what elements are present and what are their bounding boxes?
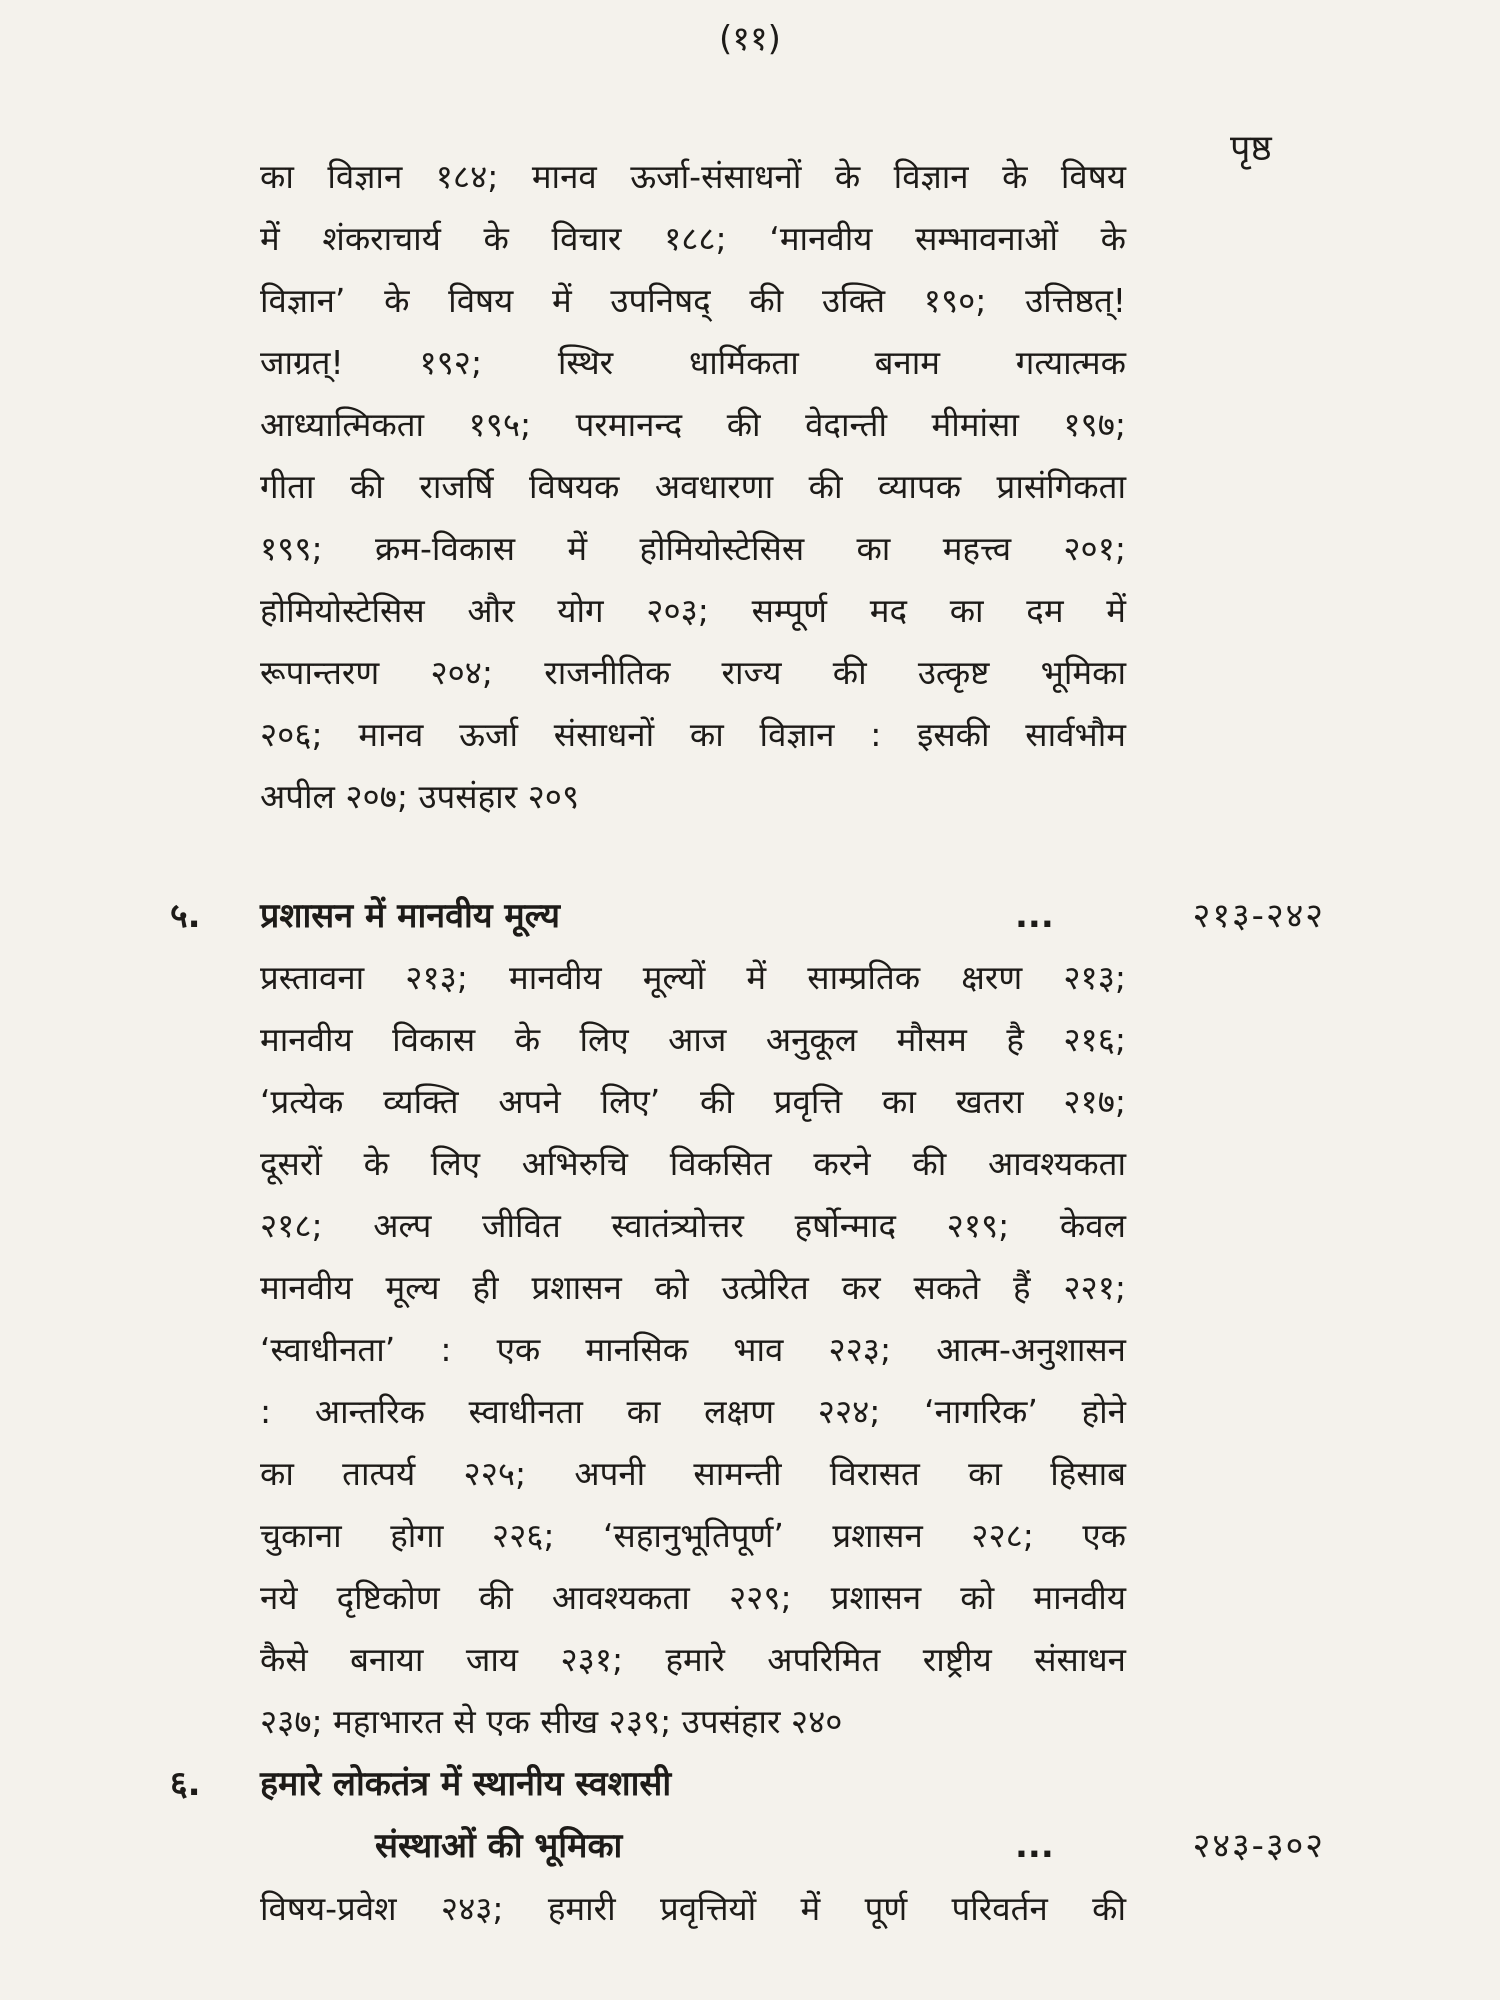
page-column-label: पृष्ठ [1230,128,1272,169]
text-line: विज्ञान’ के विषय में उपनिषद् की उक्ति १९०; उत्तिष्ठत्! [260,281,1126,320]
text-line: : आन्तरिक स्वाधीनता का लक्षण २२४; ‘नागरिक’ होने [260,1392,1126,1431]
text-line: प्रस्तावना २१३; मानवीय मूल्यों में साम्प्रतिक क्षरण २१३; [260,958,1126,997]
text-line: १९९; क्रम-विकास में होमियोस्टेसिस का महत्त्व २०१; [260,529,1126,568]
text-line: होमियोस्टेसिस और योग २०३; सम्पूर्ण मद का दम में [260,591,1126,630]
text-line: आध्यात्मिकता १९५; परमानन्द की वेदान्ती मीमांसा १९७; [260,405,1126,444]
chapter-5-contents [260,947,1126,1753]
text-line: २१८; अल्प जीवित स्वातंत्र्योत्तर हर्षोन्माद २१९; केवल [260,1206,1126,1245]
text-line: ‘प्रत्येक व्यक्ति अपने लिए’ की प्रवृत्ति का खतरा २१७; [260,1082,1126,1121]
text-line: २०६; मानव ऊर्जा संसाधनों का विज्ञान : इसकी सार्वभौम [260,715,1126,754]
chapter-title: हमारे लोकतंत्र में स्थानीय स्वशासी [260,1764,672,1804]
text-line: चुकाना होगा २२६; ‘सहानुभूतिपूर्ण’ प्रशासन २२८; एक [260,1516,1126,1555]
text-line: कैसे बनाया जाय २३१; हमारे अपरिमित राष्ट्रीय संसाधन [260,1640,1126,1679]
text-line: गीता की राजर्षि विषयक अवधारणा की व्यापक प्रासंगिकता [260,467,1126,506]
continued-entry-text [260,146,1126,828]
text-line: २३७; महाभारत से एक सीख २३९; उपसंहार २४० [260,1702,843,1741]
text-line: में शंकराचार्य के विचार १८८; ‘मानवीय सम्भावनाओं के [260,219,1126,258]
text-line: का तात्पर्य २२५; अपनी सामन्ती विरासत का हिसाब [260,1454,1126,1493]
text-line: अपील २०७; उपसंहार २०९ [260,777,580,816]
page-range: २४३-३०२ [1192,1826,1325,1866]
chapter-title-continued: संस्थाओं की भूमिका [375,1826,623,1866]
chapter-title: प्रशासन में मानवीय मूल्य [260,896,560,936]
text-line: मानवीय विकास के लिए आज अनुकूल मौसम है २१६; [260,1020,1126,1059]
page-number: (११) [719,19,781,59]
text-line: दूसरों के लिए अभिरुचि विकसित करने की आवश्यकता [260,1144,1126,1183]
leader-dots: ... [1015,1826,1054,1866]
text-line: रूपान्तरण २०४; राजनीतिक राज्य की उत्कृष्ट भूमिका [260,653,1126,692]
text-line: मानवीय मूल्य ही प्रशासन को उत्प्रेरित कर सकते हैं २२१; [260,1268,1126,1307]
text-line: का विज्ञान १८४; मानव ऊर्जा-संसाधनों के विज्ञान के विषय [260,157,1126,196]
chapter-6-heading [170,1753,1325,1877]
text-line: जाग्रत्! १९२; स्थिर धार्मिकता बनाम गत्यात्मक [260,343,1126,382]
leader-dots: ... [1015,896,1054,936]
chapter-number: ५. [170,896,201,936]
page-range: २१३-२४२ [1192,896,1325,936]
text-line: विषय-प्रवेश २४३; हमारी प्रवृत्तियों में पूर्ण परिवर्तन की [260,1889,1126,1928]
chapter-6-contents [260,1878,1126,1940]
chapter-number: ६. [170,1764,201,1804]
text-line: नये दृष्टिकोण की आवश्यकता २२९; प्रशासन को मानवीय [260,1578,1126,1617]
text-line: ‘स्वाधीनता’ : एक मानसिक भाव २२३; आत्म-अनुशासन [260,1330,1126,1369]
chapter-5-heading [170,885,1325,947]
